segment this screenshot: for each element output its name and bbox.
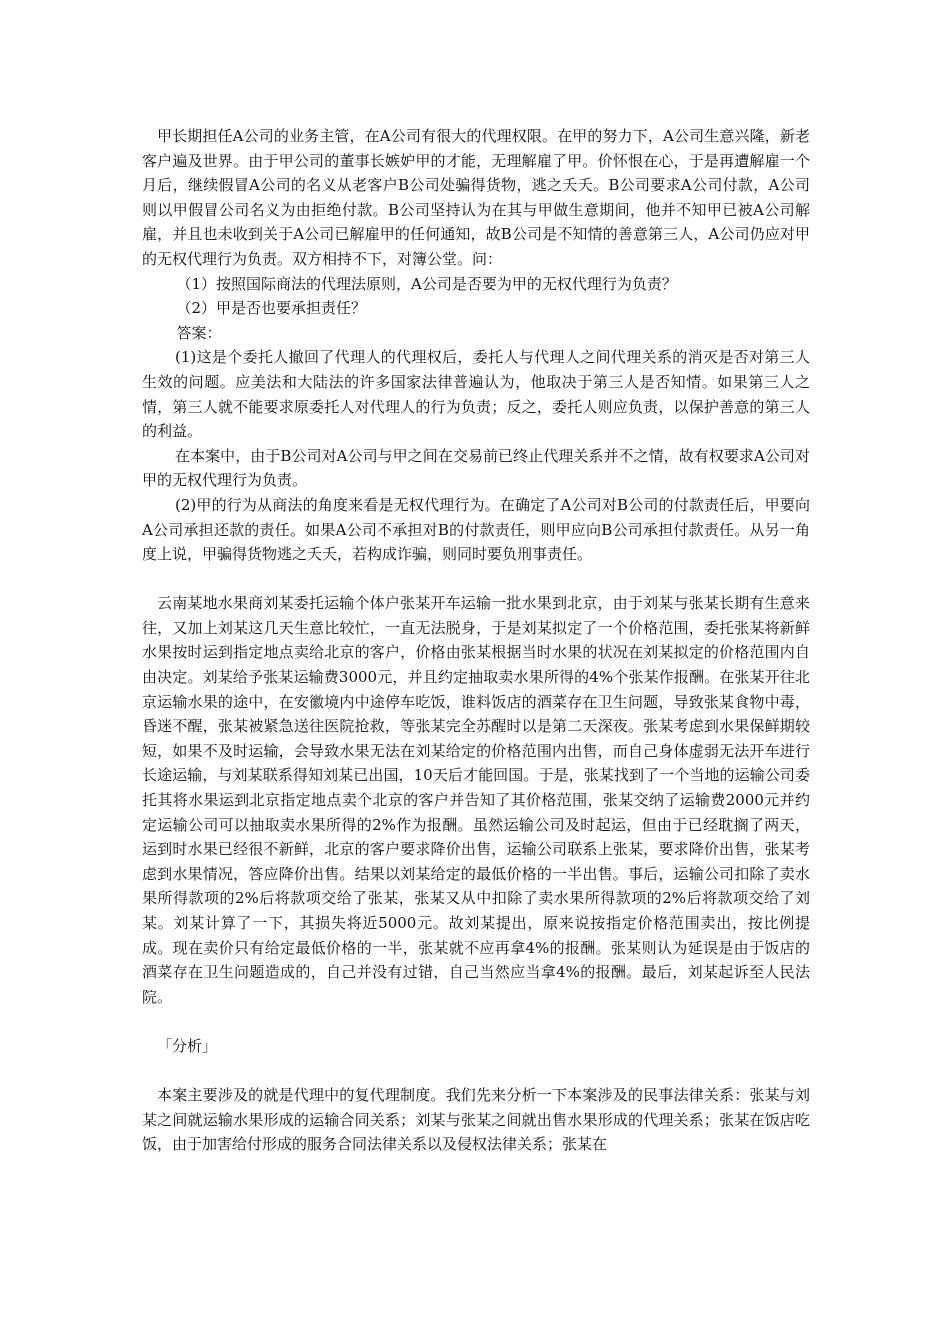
section-spacer	[142, 1009, 810, 1034]
document-body	[142, 124, 810, 1157]
case1-question-1: （1）按照国际商法的代理法原则，A公司是否要为甲的无权代理行为负责？	[176, 274, 677, 293]
case1-answer-2-paragraph: (2)甲的行为从商法的角度来看是无权代理行为。在确定了A公司对B公司的付款责任后，甲要向A公司承担还款的责任。如果A公司不承担对B的付款责任，则甲应向B公司承担付款责任。从另一角度上说，甲骗得货物逃之夭夭，若构成诈骗，则同时要负刑事责任。	[142, 495, 810, 564]
case1-answer-1-paragraph: (1)这是个委托人撤回了代理人的代理权后，委托人与代理人之间代理关系的消灭是否对第三人生效的问题。应美法和大陆法的许多国家法律普遍认为，他取决于第三人是否知情。如果第三人之情，第三人就不能要求原委托人对代理人的行为负责；反之，委托人则应负责，以保护善意的第三人的利益。	[142, 348, 810, 441]
case1-answer-label: 答案：	[176, 323, 222, 342]
case1-question-2: （2）甲是否也要承担责任？	[176, 299, 367, 318]
analysis-heading: 「分析」	[157, 1036, 218, 1055]
case1-facts-paragraph: 甲长期担任A公司的业务主管，在A公司有很大的代理权限。在甲的努力下，A公司生意兴隆，新老客户遍及世界。由于甲公司的董事长嫉妒甲的才能，无理解雇了甲。价怀恨在心，于是再遭解雇一个月后，继续假冒A公司的名义从老客户B公司处骗得货物，逃之夭夭。B公司要求A公司付款，A公司则以甲假冒公司名义为由拒绝付款。B公司坚持认为在其与甲做生意期间，他并不知甲已被A公司解雇，并且也未收到关于A公司已解雇甲的任何通知，故B公司是不知情的善意第三人，A公司仍应对甲的无权代理行为负责。双方相持不下，对簿公堂。问：	[142, 127, 810, 268]
section-spacer	[142, 1059, 810, 1084]
section-spacer	[142, 567, 810, 592]
case1-answer-1-conclusion: 在本案中，由于B公司对A公司与甲之间在交易前已终止代理关系并不之情，故有权要求A公司对甲的无权代理行为负责。	[142, 446, 810, 490]
analysis-paragraph: 本案主要涉及的就是代理中的复代理制度。我们先来分析一下本案涉及的民事法律关系：张某与刘某之间就运输水果形成的运输合同关系；刘某与张某之间就出售水果形成的代理关系；张某在饭店吃饭，由于加害给付形成的服务合同法律关系以及侵权法律关系；张某在	[142, 1086, 810, 1154]
case2-facts-paragraph: 云南某地水果商刘某委托运输个体户张某开车运输一批水果到北京，由于刘某与张某长期有生意来往，又加上刘某这几天生意比较忙，一直无法脱身，于是刘某拟定了一个价格范围，委托张某将新鲜水果按时运到指定地点卖给北京的客户，价格由张某根据当时水果的状况在刘某拟定的价格范围内自由决定。刘某给予张某运输费3000元，并且约定抽取卖水果所得的4%个张某作报酬。在张某开往北京运输水果的途中，在安徽境内中途停车吃饭，谁料饭店的酒菜存在卫生问题，导致张某食物中毒，昏迷不醒，张某被紧急送往医院抢救，等张某完全苏醒时以是第二天深夜。张某考虑到水果保鲜期较短，如果不及时运输，会导致水果无法在刘某给定的价格范围内出售，而自己身体虚弱无法开车进行长途运输，与刘某联系得知刘某已出国，10天后才能回国。于是，张某找到了一个当地的运输公司委托其将水果运到北京指定地点卖个北京的客户并告知了其价格范围，张某交纳了运输费2000元并约定运输公司可以抽取卖水果所得的2%作为报酬。虽然运输公司及时起运，但由于已经耽搁了两天，运到时水果已经很不新鲜，北京的客户要求降价出售，运输公司联系上张某，要求降价出售，张某考虑到水果情况，答应降价出售。结果以刘某给定的最低价格的一半出售。事后，运输公司扣除了卖水果所得款项的2%后将款项交给了张某，张某又从中扣除了卖水果所得款项的2%后将款项交给了刘某。刘某计算了一下，其损失将近5000元。故刘某提出，原来说按指定价格范围卖出，按比例提成。现在卖价只有给定最低价格的一半，张某就不应再拿4%的报酬。张某则认为延误是由于饭店的酒菜存在卫生问题造成的，自己并没有过错，自己当然应当拿4%的报酬。最后，刘某起诉至人民法院。	[142, 594, 810, 1006]
